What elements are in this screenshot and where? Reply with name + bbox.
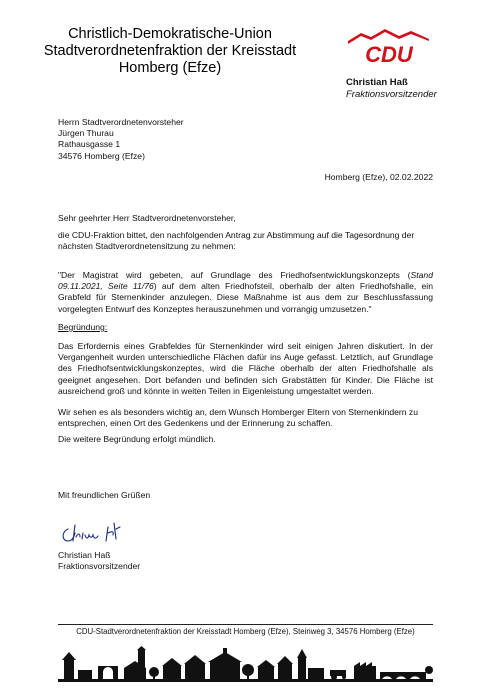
cdu-logo [345,27,433,67]
footer-address: CDU-Stadtverordnetenfraktion der Kreisstadt Homberg (Efze), Steinweg 3, 34576 Homberg (Efze) [76,627,415,636]
closing: Mit freundlichen Grüßen [58,490,151,500]
handwritten-signature [58,519,124,547]
sender-block [346,77,437,100]
reason-paragraph-1: Das Erfordernis eines Grabfeldes für Sternenkinder wird seit einigen Jahren diskutiert. In der Vergangenheit wurden unterschiedliche Flächen dafür ins Auge gefasst. Letztlich, auf Grundlage des Friedhofsentwicklungskonzeptes, wird die Fläche oberhalb der alten Friedhofshalle als geeignet angesehen. Dort befanden und befinden sich Grabstätten für Kinder. Die Fläche ist ausreichend groß und könnte in weiten Teilen in Eigenleistung umgestaltet werden. [58,341,433,396]
signature-role: Fraktionsvorsitzender [58,561,141,572]
motion-part-2: ) auf dem alten Friedhofsteil, oberhalb der alten Friedhofshalle, ein Grabfeld für Sternenkinder anzulegen. Diese Maßnahme ist aus dem zur Beschlussfassung vorgelegten Entwurf des Konzeptes herauszunehmen und vorrangig umzusetzen." [58,281,433,314]
recipient-address [58,117,184,162]
sender-name: Christian Haß [346,77,408,88]
reason-heading: Begründung: [58,322,108,332]
org-line-2: Stadtverordnetenfraktion der Kreisstadt [43,43,297,59]
signature-name: Christian Haß [58,550,111,560]
intro-paragraph: die CDU-Fraktion bittet, den nachfolgenden Antrag zur Abstimmung auf die Tagesordnung der nächsten Stadtverordnetensitzung zu nehmen: [58,230,415,252]
motion-text [58,270,433,315]
letter-date: Homberg (Efze), 02.02.2022 [324,172,433,182]
salutation: Sehr geehrter Herr Stadtverordnetenvorsteher, [58,213,236,223]
recipient-line-4: 34576 Homberg (Efze) [58,150,145,161]
recipient-line-3: Rathausgasse 1 [58,139,121,150]
org-line-3: Homberg (Efze) [118,60,222,76]
footer-divider [58,624,433,625]
recipient-line-1: Herrn Stadtverordnetenvorsteher [58,117,184,127]
motion-reference: Stand 09.11.2021, Seite 11/76 [58,270,433,292]
org-line-1: Christlich-Demokratische-Union [68,26,272,42]
town-skyline-illustration [58,646,433,682]
organization-name [0,26,340,77]
motion-part-1: "Der Magistrat wird gebeten, auf Grundlage des Friedhofsentwicklungskonzepts ( [58,270,411,280]
sender-role: Fraktionsvorsitzender [346,88,437,100]
signature-block [58,550,433,572]
reason-paragraph-3: Die weitere Begründung erfolgt mündlich. [58,434,216,444]
logo-text: CDU [365,42,413,67]
reason-paragraph-2: Wir sehen es als besonders wichtig an, dem Wunsch Homberger Eltern von Sternenkindern zu entsprechen, einen Ort des Gedenkens und der Erinnerung zu schaffen. [58,407,419,429]
recipient-line-2: Jürgen Thurau [58,128,114,139]
